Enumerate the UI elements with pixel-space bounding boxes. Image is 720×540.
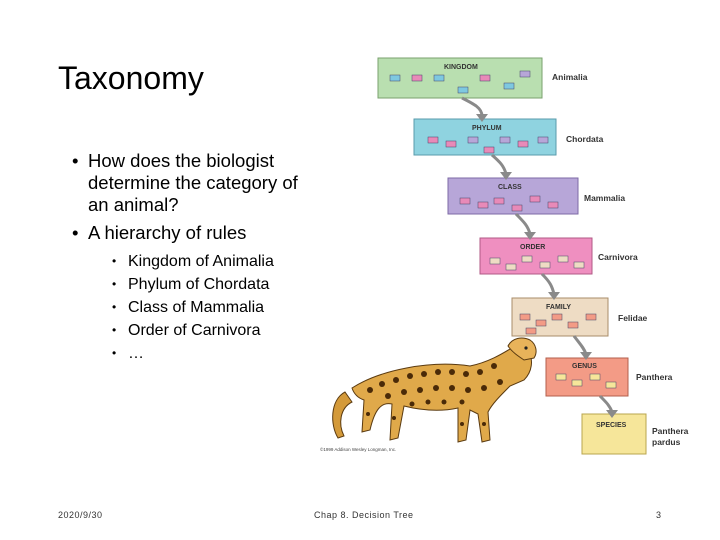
sub-bullet-item: • Order of Carnivora [116,319,318,342]
taxon-name-line1: Panthera [652,426,689,436]
sub-bullet-item: • … [116,342,318,365]
taxon-name: Carnivora [598,252,638,262]
rank-label: SPECIES [596,422,627,429]
level-genus [546,358,673,396]
footer-page-number: 3 [656,510,662,520]
bullet-item: • How does the biologist determine the category of an animal? [72,150,318,216]
taxon-name-line2: pardus [652,437,681,447]
arrow [516,214,530,234]
arrow [542,274,554,294]
taxon-name: Chordata [566,134,604,144]
rank-label: ORDER [520,244,546,251]
sub-bullet-item: • Phylum of Chordata [116,273,318,296]
rank-label: PHYLUM [472,125,502,132]
level-order [480,238,638,274]
level-kingdom [378,58,588,98]
footer-date: 2020/9/30 [58,510,103,520]
level-species [582,414,689,454]
taxon-name: Felidae [618,313,648,323]
taxon-name: Panthera [636,372,673,382]
level-class [448,178,625,214]
slide-title: Taxonomy [58,60,204,96]
rank-label: KINGDOM [444,64,478,71]
arrow [492,155,506,174]
level-family [512,298,648,336]
arrow [600,396,612,412]
sub-bullet-item: • Kingdom of Animalia [116,250,318,273]
sub-bullet-item: • Class of Mammalia [116,296,318,319]
footer-chapter: Chap 8. Decision Tree [314,510,414,520]
taxon-name: Animalia [552,72,588,82]
bullet-text: A hierarchy of rules [88,222,247,243]
rank-label: GENUS [572,363,597,370]
arrow [462,98,482,116]
leopard-illustration [333,338,536,442]
arrow [574,336,586,354]
taxon-name: Mammalia [584,193,626,203]
rank-label: CLASS [498,184,522,191]
copyright-text: ©1999 Addison Wesley Longman, Inc. [320,447,397,452]
rank-label: FAMILY [546,304,572,311]
level-phylum [414,119,604,155]
